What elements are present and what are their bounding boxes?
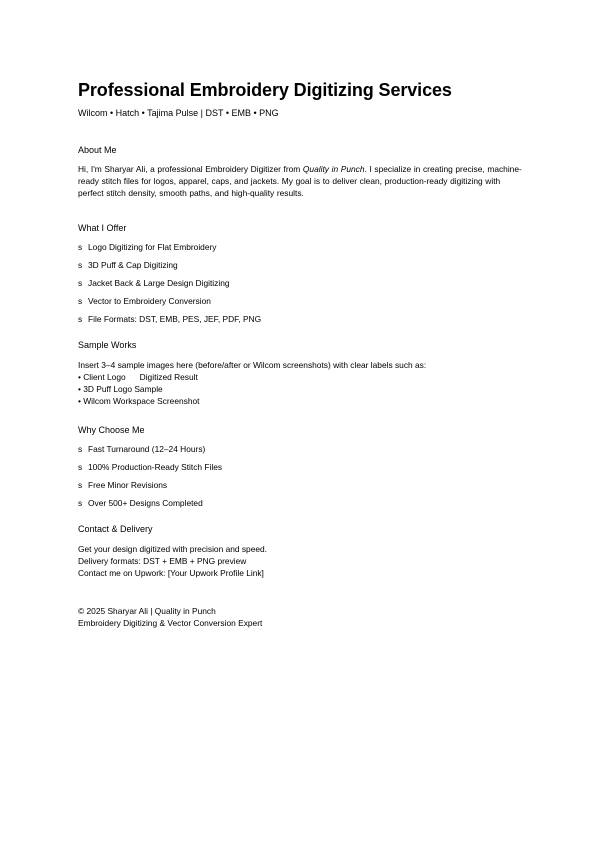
sample-client-logo: • Client Logo bbox=[78, 372, 126, 382]
about-text-before: Hi, I'm Sharyar Ali, a professional Embroidery Digitizer from bbox=[78, 164, 303, 174]
list-bullet: s bbox=[78, 242, 83, 252]
list-bullet: s bbox=[78, 314, 83, 324]
samples-line-1 bbox=[78, 371, 528, 383]
list-item bbox=[78, 314, 528, 324]
why-heading: Why Choose Me bbox=[78, 425, 145, 435]
offer-item-text: Vector to Embroidery Conversion bbox=[88, 296, 211, 306]
contact-line-3: Contact me on Upwork: [Your Upwork Profile Link] bbox=[78, 568, 264, 578]
offer-list bbox=[78, 242, 528, 324]
list-item bbox=[78, 498, 528, 508]
list-bullet: s bbox=[78, 278, 83, 288]
why-item-text: Free Minor Revisions bbox=[88, 480, 168, 490]
page-title: Professional Embroidery Digitizing Services bbox=[78, 80, 452, 100]
offer-item-text: 3D Puff & Cap Digitizing bbox=[88, 260, 178, 270]
samples-block bbox=[78, 359, 528, 407]
samples-line-2: • 3D Puff Logo Sample bbox=[78, 384, 163, 394]
samples-line-3: • Wilcom Workspace Screenshot bbox=[78, 396, 200, 406]
contact-line-2: Delivery formats: DST + EMB + PNG preview bbox=[78, 556, 247, 566]
contact-block bbox=[78, 543, 528, 579]
document-footer bbox=[78, 605, 528, 629]
why-list bbox=[78, 444, 528, 508]
list-bullet: s bbox=[78, 444, 83, 454]
offer-item-text: File Formats: DST, EMB, PES, JEF, PDF, PNG bbox=[88, 314, 262, 324]
document-page bbox=[78, 80, 528, 629]
contact-line-1: Get your design digitized with precision and speed. bbox=[78, 544, 268, 554]
why-item-text: Over 500+ Designs Completed bbox=[88, 498, 203, 508]
list-bullet: s bbox=[78, 480, 83, 490]
why-item-text: 100% Production-Ready Stitch Files bbox=[88, 462, 223, 472]
list-item bbox=[78, 242, 528, 252]
samples-intro: Insert 3–4 sample images here (before/after or Wilcom screenshots) with clear labels such as: bbox=[78, 360, 427, 370]
list-item bbox=[78, 260, 528, 270]
list-item bbox=[78, 278, 528, 288]
list-bullet: s bbox=[78, 498, 83, 508]
page-subtitle: Wilcom • Hatch • Tajima Pulse | DST • EMB • PNG bbox=[78, 108, 279, 118]
about-heading: About Me bbox=[78, 145, 117, 155]
list-item bbox=[78, 296, 528, 306]
samples-heading: Sample Works bbox=[78, 340, 137, 350]
offer-item-text: Jacket Back & Large Design Digitizing bbox=[88, 278, 230, 288]
about-company-name: Quality in Punch bbox=[302, 164, 365, 174]
offer-heading: What I Offer bbox=[78, 223, 127, 233]
sample-digitized-result: Digitized Result bbox=[139, 372, 198, 382]
why-item-text: Fast Turnaround (12–24 Hours) bbox=[88, 444, 206, 454]
list-item bbox=[78, 462, 528, 472]
contact-heading: Contact & Delivery bbox=[78, 524, 153, 534]
list-item bbox=[78, 480, 528, 490]
offer-item-text: Logo Digitizing for Flat Embroidery bbox=[88, 242, 217, 252]
about-paragraph bbox=[78, 163, 528, 199]
about-text-after: . I specialize in creating precise, machine-ready stitch files for logos, apparel, caps, and jackets. My goal is to deliver clean, production-ready digitizing with perfect stitch density, smooth paths, and high-quality results. bbox=[78, 164, 522, 198]
list-bullet: s bbox=[78, 260, 83, 270]
footer-tagline: Embroidery Digitizing & Vector Conversion Expert bbox=[78, 618, 263, 628]
list-bullet: s bbox=[78, 296, 83, 306]
list-bullet: s bbox=[78, 462, 83, 472]
footer-copyright: © 2025 Sharyar Ali | Quality in Punch bbox=[78, 606, 216, 616]
list-item bbox=[78, 444, 528, 454]
